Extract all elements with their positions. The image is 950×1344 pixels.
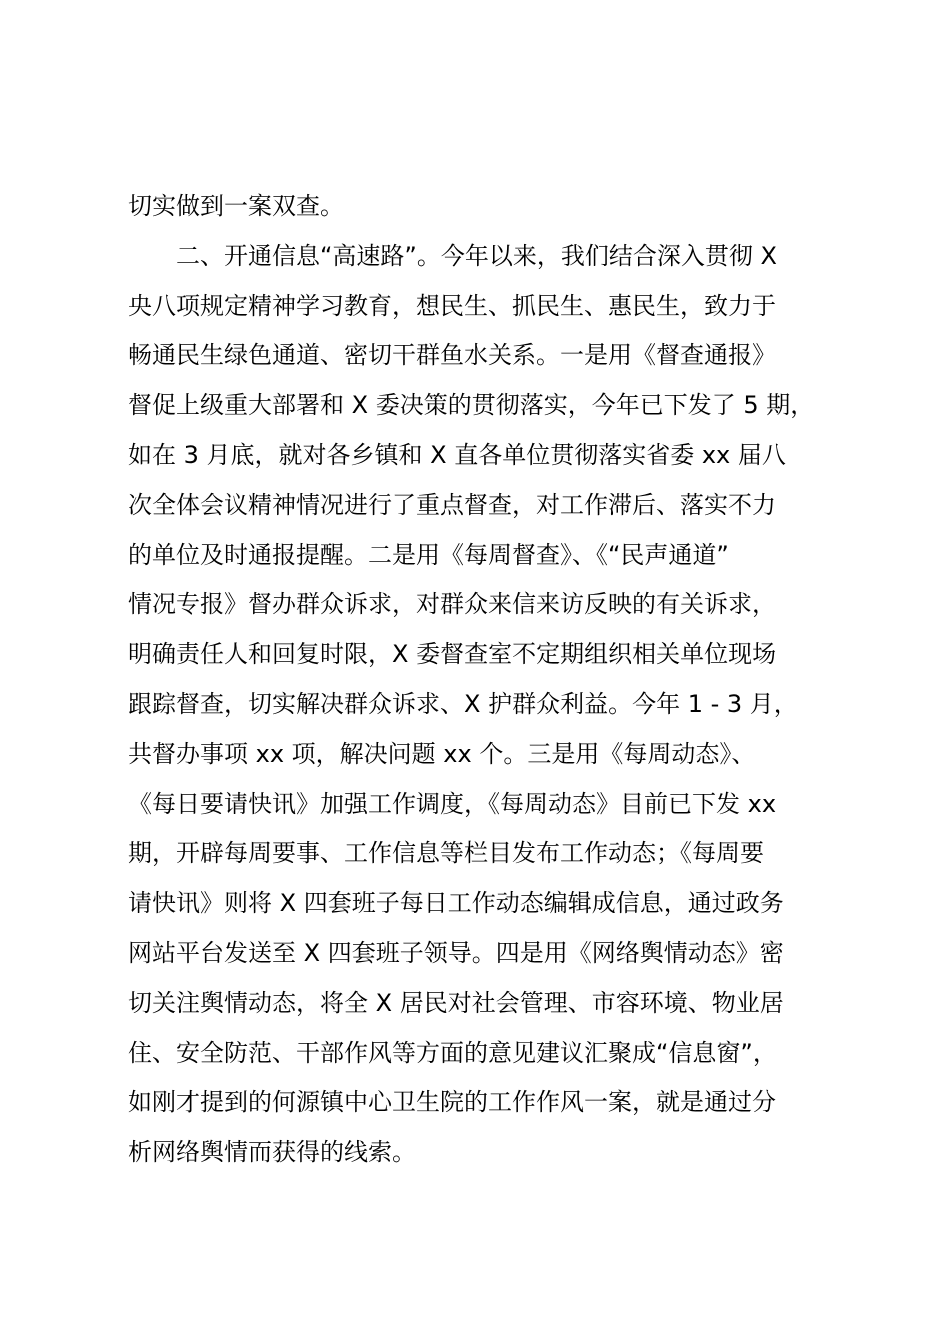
text-line: 《每日要请快讯》加强工作调度，《每周动态》目前已下发 xx	[128, 789, 777, 818]
text-line: 次全体会议精神情况进行了重点督查，对工作滞后、落实不力	[128, 490, 776, 519]
text-line: 如在 3 月底，就对各乡镇和 X 直各单位贯彻落实省委 xx 届八	[128, 440, 786, 469]
text-line: 督促上级重大部署和 X 委决策的贯彻落实，今年已下发了 5 期，	[128, 391, 815, 420]
text-line: 情况专报》督办群众诉求，对群众来信来访反映的有关诉求，	[128, 590, 776, 619]
text-line: 央八项规定精神学习教育，想民生、抓民生、惠民生，致力于	[128, 291, 776, 320]
text-line: 跟踪督查，切实解决群众诉求、X 护群众利益。今年 1 - 3 月，	[128, 689, 798, 718]
text-line: 期，开辟每周要事、工作信息等栏目发布工作动态；《每周要	[128, 839, 764, 868]
text-line: 切关注舆情动态，将全 X 居民对社会管理、市容环境、物业居	[128, 988, 784, 1017]
text-line: 畅通民生绿色通道、密切干群鱼水关系。一是用《督查通报》	[128, 341, 776, 370]
text-line: 明确责任人和回复时限，X 委督查室不定期组织相关单位现场	[128, 640, 777, 669]
text-line: 住、安全防范、干部作风等方面的意见建议汇聚成“信息窗”，	[128, 1038, 777, 1067]
text-line: 切实做到一案双查。	[128, 192, 344, 220]
paragraph-first-line: 二、开通信息“高速路”。今年以来，我们结合深入贯彻 X	[176, 241, 777, 270]
text-line: 共督办事项 xx 项，解决问题 xx 个。三是用《每周动态》、	[128, 739, 756, 768]
text-line: 如刚才提到的何源镇中心卫生院的工作作风一案，就是通过分	[128, 1088, 776, 1117]
body-text	[128, 182, 848, 1178]
text-line: 网站平台发送至 X 四套班子领导。四是用《网络舆情动态》密	[128, 938, 784, 967]
text-line: 析网络舆情而获得的线索。	[128, 1138, 416, 1167]
text-line: 请快讯》则将 X 四套班子每日工作动态编辑成信息，通过政务	[128, 889, 784, 918]
text-line: 的单位及时通报提醒。二是用《每周督查》、《“民声通道”	[128, 540, 729, 569]
